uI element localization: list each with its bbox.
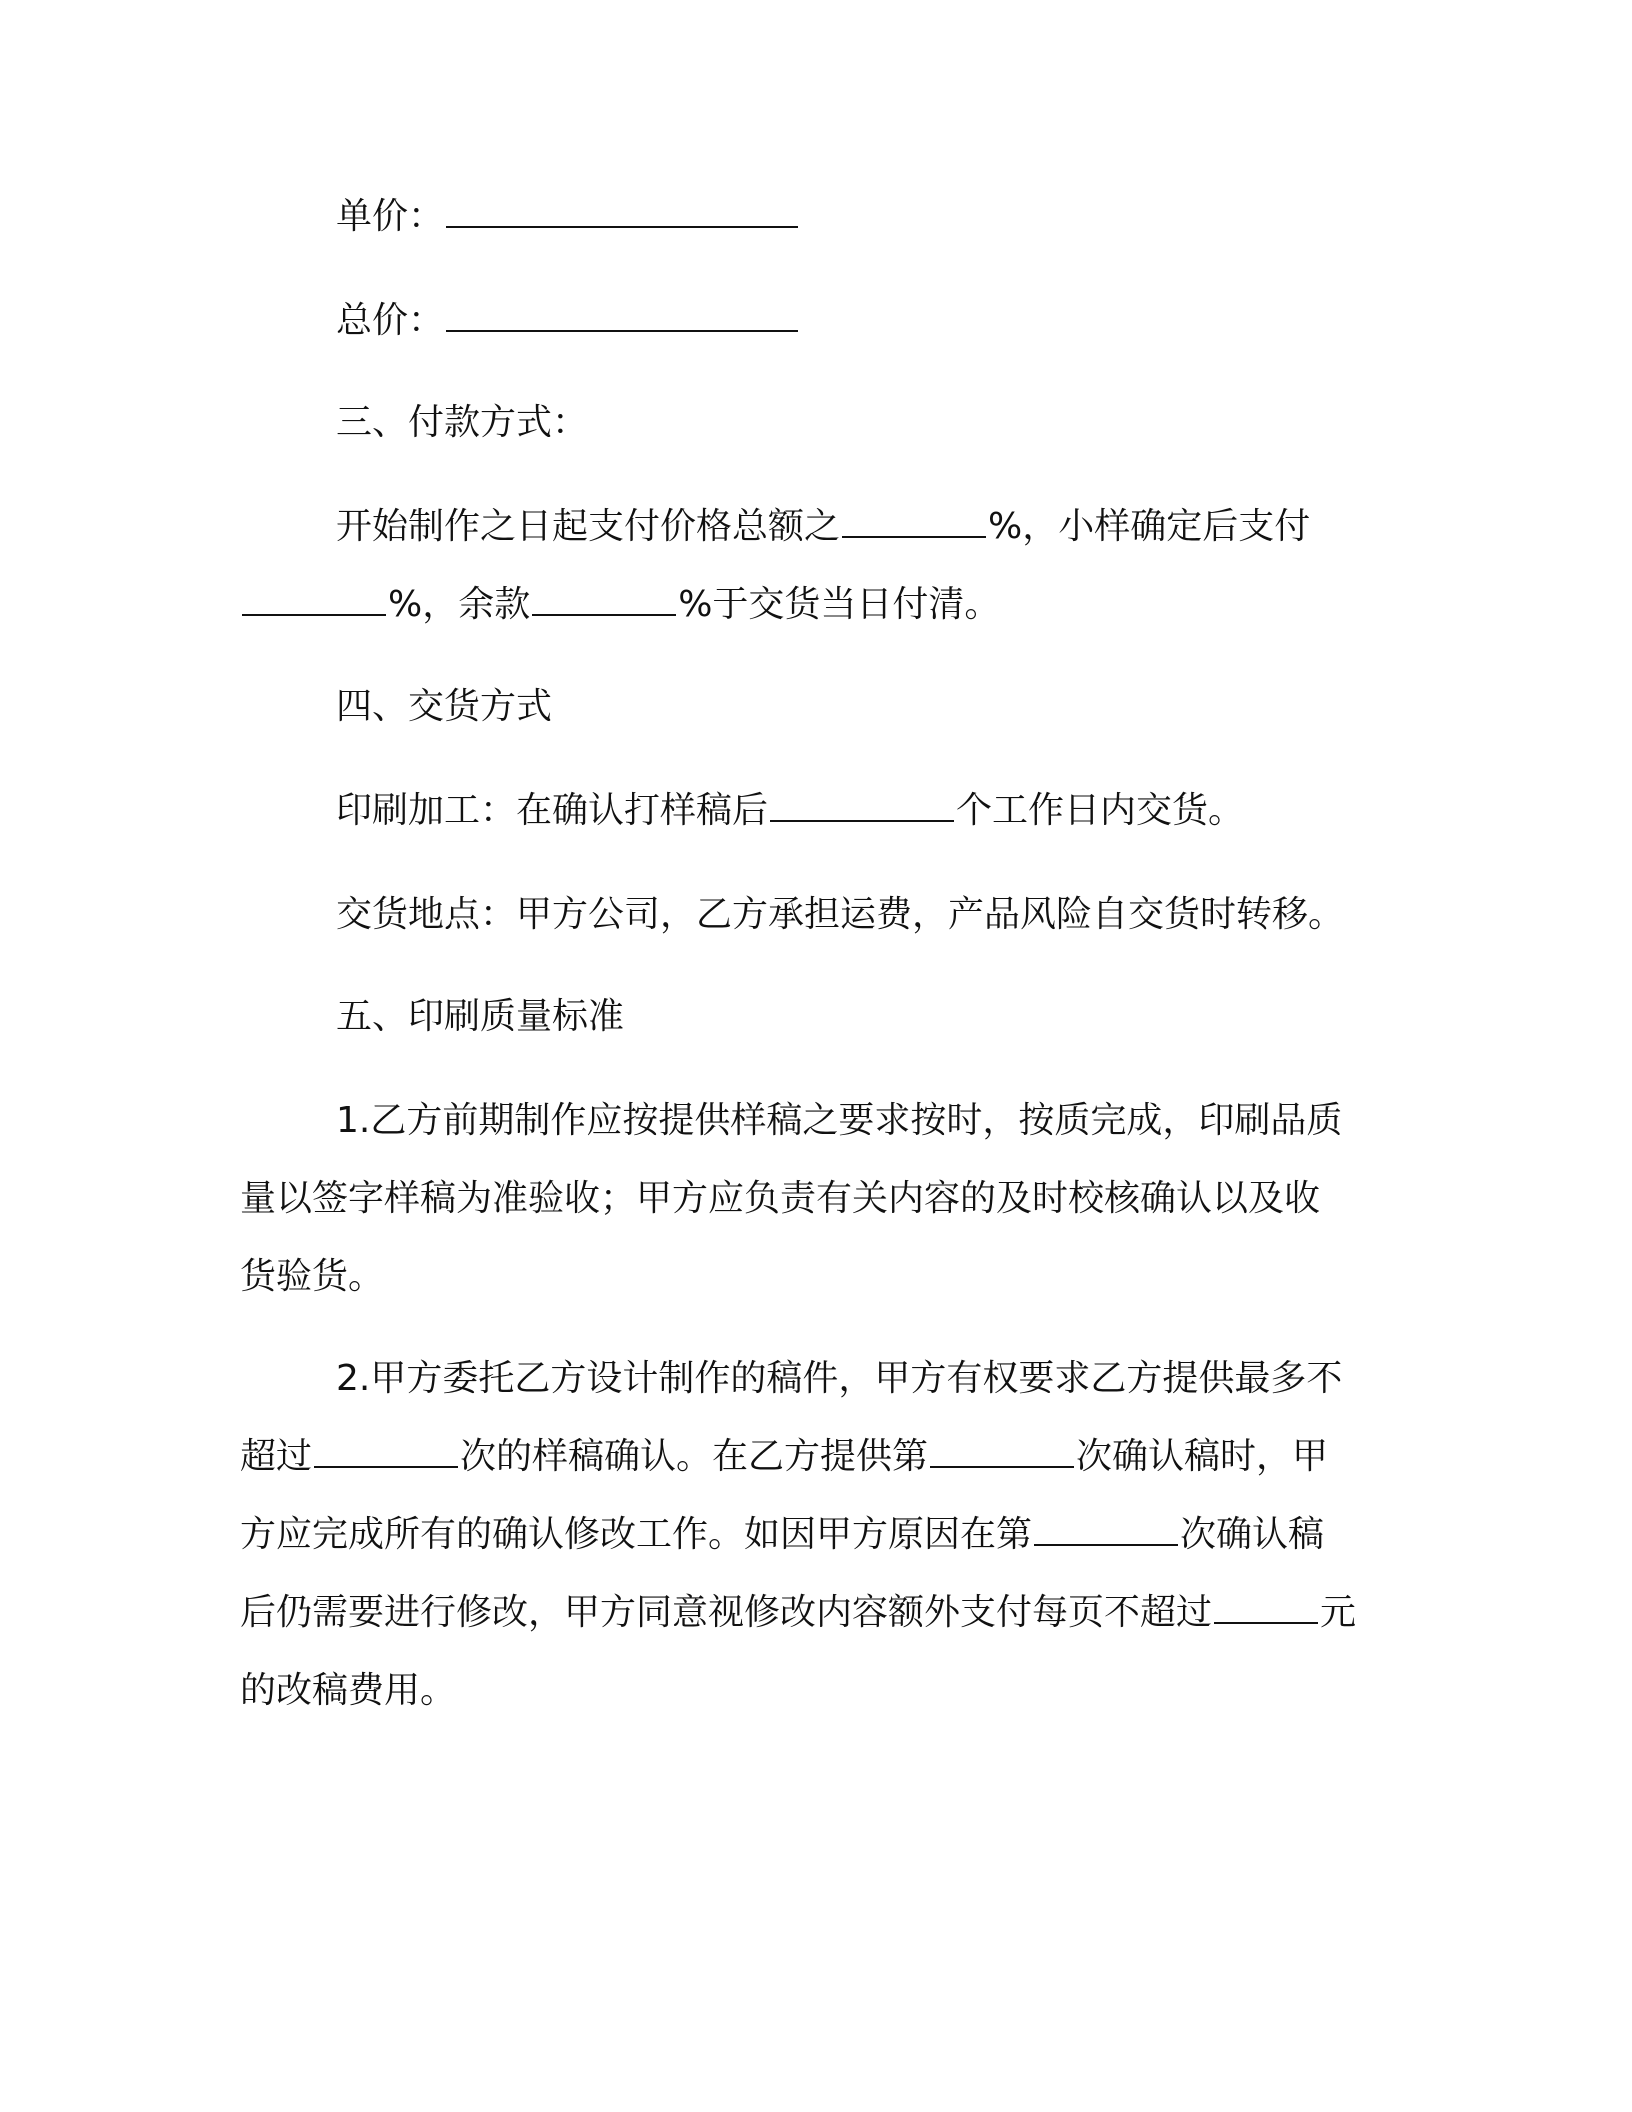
total-price-line — [336, 282, 1400, 360]
item-2-text-4b: 元 — [1320, 1592, 1357, 1633]
item-2-text-3a: 方应完成所有的确认修改工作。如因甲方原因在第 — [240, 1514, 1033, 1555]
item-1-text-3: 货验货。 — [240, 1256, 385, 1297]
item-2-line-1 — [336, 1340, 1400, 1418]
total-price-blank[interactable] — [446, 296, 798, 332]
item-2-text-3b: 次确认稿 — [1180, 1514, 1325, 1555]
delivery-print-text-a: 印刷加工：在确认打样稿后 — [336, 790, 769, 831]
payment-text-2a: %，余款 — [388, 584, 531, 625]
item-1-text-1: 1.乙方前期制作应按提供样稿之要求按时，按质完成，印刷品质 — [336, 1100, 1343, 1141]
item-1-line-3 — [240, 1238, 1400, 1316]
item-1-text-2: 量以签字样稿为准验收；甲方应负责有关内容的及时校核确认以及收 — [240, 1178, 1321, 1219]
balance-payment-percent-blank[interactable] — [532, 580, 676, 616]
item-2-line-2 — [240, 1418, 1400, 1496]
revision-fee-per-page-blank[interactable] — [1214, 1588, 1318, 1624]
extra-revision-after-blank[interactable] — [1034, 1510, 1178, 1546]
item-2-line-4 — [240, 1574, 1400, 1652]
payment-text-2b: %于交货当日付清。 — [678, 584, 1001, 625]
item-2-text-2c: 次确认稿时，甲 — [1076, 1436, 1329, 1477]
section-5-title — [336, 978, 1400, 1056]
payment-text-1b: %，小样确定后支付 — [988, 506, 1311, 547]
item-2-text-2a: 超过 — [240, 1436, 313, 1477]
item-2-line-5 — [240, 1652, 1400, 1730]
final-confirmation-number-blank[interactable] — [930, 1432, 1074, 1468]
sample-payment-percent-blank[interactable] — [242, 580, 386, 616]
section-3-title-text: 三、付款方式： — [336, 402, 589, 443]
item-2-line-3 — [240, 1496, 1400, 1574]
section-5-title-text: 五、印刷质量标准 — [336, 996, 625, 1037]
section-4-title — [336, 668, 1400, 746]
item-2-text-2b: 次的样稿确认。在乙方提供第 — [460, 1436, 929, 1477]
item-2-text-5: 的改稿费用。 — [240, 1670, 457, 1711]
payment-text-1a: 开始制作之日起支付价格总额之 — [336, 506, 841, 547]
delivery-days-blank[interactable] — [770, 786, 954, 822]
unit-price-blank[interactable] — [446, 192, 798, 228]
item-1-line-2 — [240, 1160, 1400, 1238]
max-confirmations-blank[interactable] — [314, 1432, 458, 1468]
initial-payment-percent-blank[interactable] — [842, 502, 986, 538]
delivery-print-text-b: 个工作日内交货。 — [956, 790, 1245, 831]
item-2-text-1: 2.甲方委托乙方设计制作的稿件，甲方有权要求乙方提供最多不 — [336, 1358, 1343, 1399]
payment-paragraph-line-1 — [336, 488, 1400, 566]
unit-price-label: 单价： — [336, 196, 445, 237]
section-4-title-text: 四、交货方式 — [336, 686, 553, 727]
item-1-line-1 — [336, 1082, 1400, 1160]
delivery-place-text: 交货地点：甲方公司，乙方承担运费，产品风险自交货时转移。 — [336, 894, 1345, 935]
unit-price-line — [336, 178, 1400, 256]
payment-paragraph-line-2 — [240, 566, 1400, 644]
item-2-text-4a: 后仍需要进行修改，甲方同意视修改内容额外支付每页不超过 — [240, 1592, 1213, 1633]
delivery-print-line — [336, 772, 1400, 850]
section-3-title — [336, 384, 1400, 462]
total-price-label: 总价： — [336, 300, 445, 341]
delivery-place-line — [336, 876, 1400, 954]
